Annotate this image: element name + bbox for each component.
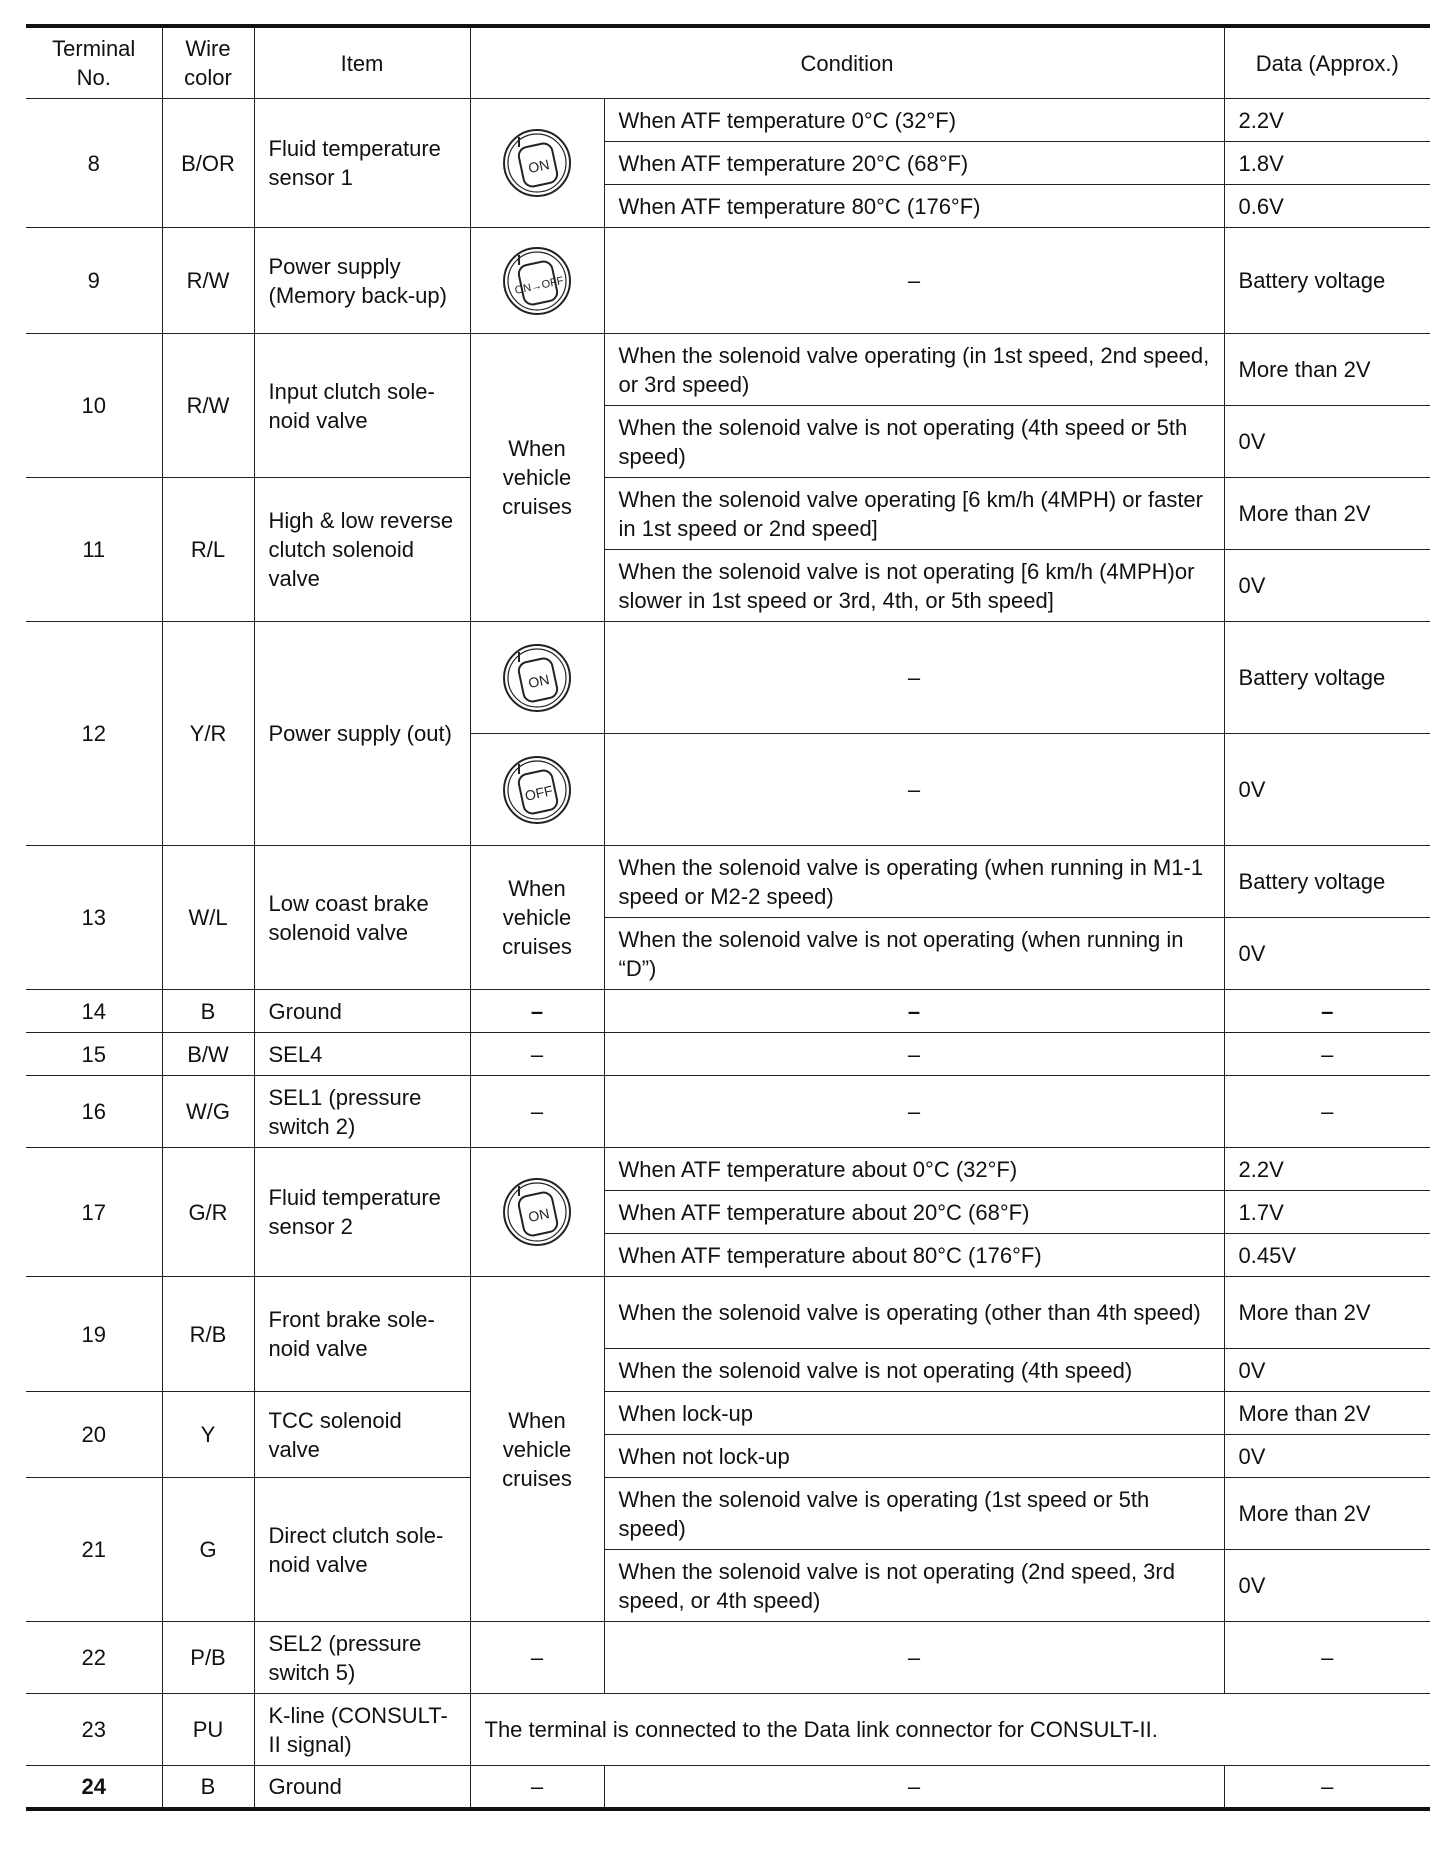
data-value: –	[1224, 1076, 1430, 1148]
terminal-no: 22	[26, 1622, 162, 1694]
item: TCC solenoid valve	[254, 1392, 470, 1478]
data-value: 0.6V	[1224, 185, 1430, 228]
terminal-data-table	[26, 24, 1430, 1811]
condition: When the solenoid valve is operating (other than 4th speed)	[604, 1277, 1224, 1349]
connection-note: The terminal is connected to the Data link connector for CONSULT-II.	[470, 1694, 1430, 1766]
table-row	[26, 1033, 1430, 1076]
condition: When the solenoid valve operating (in 1st speed, 2nd speed, or 3rd speed)	[604, 334, 1224, 406]
condition: When ATF temperature about 0°C (32°F)	[604, 1148, 1224, 1191]
wire-color: B/W	[162, 1033, 254, 1076]
data-value: –	[1224, 1766, 1430, 1809]
condition: When lock-up	[604, 1392, 1224, 1435]
ignition-on-off-icon	[470, 228, 604, 334]
wire-color: G/R	[162, 1148, 254, 1277]
condition: When ATF temperature about 20°C (68°F)	[604, 1191, 1224, 1234]
terminal-no: 21	[26, 1478, 162, 1622]
table-row	[26, 334, 1430, 406]
icon-dash: –	[470, 1033, 604, 1076]
wire-color: B/OR	[162, 99, 254, 228]
data-value: 0V	[1224, 1435, 1430, 1478]
wire-color: R/L	[162, 478, 254, 622]
data-value: Battery voltage	[1224, 622, 1430, 734]
condition: –	[604, 1033, 1224, 1076]
icon-dash: –	[470, 1766, 604, 1809]
terminal-table	[26, 24, 1430, 1811]
key-label: OFF	[523, 781, 555, 804]
terminal-no: 10	[26, 334, 162, 478]
header-wire-color: Wire color	[162, 26, 254, 99]
terminal-no: 12	[26, 622, 162, 846]
table-row	[26, 990, 1430, 1033]
wire-color: B	[162, 1766, 254, 1809]
terminal-no: 15	[26, 1033, 162, 1076]
header-item: Item	[254, 26, 470, 99]
header-condition: Condition	[470, 26, 1224, 99]
data-value: 1.7V	[1224, 1191, 1430, 1234]
data-value: More than 2V	[1224, 1478, 1430, 1550]
condition: –	[604, 622, 1224, 734]
terminal-no: 24	[26, 1766, 162, 1809]
item: Power supply (out)	[254, 622, 470, 846]
terminal-no: 8	[26, 99, 162, 228]
table-row	[26, 1277, 1430, 1349]
item: Fluid temperature sensor 2	[254, 1148, 470, 1277]
data-value: 0V	[1224, 1349, 1430, 1392]
table-row	[26, 1766, 1430, 1809]
data-value: 1.8V	[1224, 142, 1430, 185]
data-value: Battery voltage	[1224, 846, 1430, 918]
ignition-on-icon	[470, 99, 604, 228]
terminal-no: 20	[26, 1392, 162, 1478]
item: SEL2 (pressure switch 5)	[254, 1622, 470, 1694]
terminal-no: 23	[26, 1694, 162, 1766]
table-row	[26, 228, 1430, 334]
cruise-condition: When vehicle cruises	[470, 334, 604, 622]
condition: When ATF temperature 20°C (68°F)	[604, 142, 1224, 185]
wire-color: G	[162, 1478, 254, 1622]
ignition-key-icon	[497, 638, 577, 718]
condition: –	[604, 1622, 1224, 1694]
data-value: More than 2V	[1224, 478, 1430, 550]
icon-dash: –	[470, 1076, 604, 1148]
condition: When ATF temperature 80°C (176°F)	[604, 185, 1224, 228]
key-label: ON→OFF	[513, 274, 565, 297]
condition: –	[604, 1076, 1224, 1148]
condition: –	[604, 228, 1224, 334]
icon-dash: –	[470, 990, 604, 1033]
condition: When ATF temperature about 80°C (176°F)	[604, 1234, 1224, 1277]
table-row	[26, 1076, 1430, 1148]
table-row	[26, 622, 1430, 734]
table-row	[26, 1148, 1430, 1191]
item: SEL4	[254, 1033, 470, 1076]
item: Low coast brake solenoid valve	[254, 846, 470, 990]
wire-color: W/L	[162, 846, 254, 990]
condition: When the solenoid valve is not operating (4th speed)	[604, 1349, 1224, 1392]
wire-color: R/W	[162, 334, 254, 478]
table-row	[26, 1622, 1430, 1694]
table-row	[26, 1478, 1430, 1550]
table-row	[26, 478, 1430, 550]
data-value: 0.45V	[1224, 1234, 1430, 1277]
item: Ground	[254, 990, 470, 1033]
condition: When not lock-up	[604, 1435, 1224, 1478]
item: SEL1 (pressure switch 2)	[254, 1076, 470, 1148]
ignition-key-icon	[497, 123, 577, 203]
data-value: 0V	[1224, 918, 1430, 990]
table-row	[26, 846, 1430, 918]
item: Fluid temperature sensor 1	[254, 99, 470, 228]
wire-color: R/W	[162, 228, 254, 334]
item: Input clutch sole-noid valve	[254, 334, 470, 478]
condition: When ATF temperature 0°C (32°F)	[604, 99, 1224, 142]
header-terminal: Terminal No.	[26, 26, 162, 99]
data-value: –	[1224, 1033, 1430, 1076]
wire-color: B	[162, 990, 254, 1033]
wire-color: R/B	[162, 1277, 254, 1392]
condition: When the solenoid valve is not operating (when running in “D”)	[604, 918, 1224, 990]
condition: When the solenoid valve is operating (when running in M1-1 speed or M2-2 speed)	[604, 846, 1224, 918]
item: K-line (CONSULT-II signal)	[254, 1694, 470, 1766]
terminal-no: 16	[26, 1076, 162, 1148]
condition: –	[604, 1766, 1224, 1809]
cruise-condition: When vehicle cruises	[470, 1277, 604, 1622]
item: High & low reverse clutch solenoid valve	[254, 478, 470, 622]
ignition-on-icon	[470, 1148, 604, 1277]
header-data: Data (Approx.)	[1224, 26, 1430, 99]
ignition-off-icon	[470, 734, 604, 846]
key-label: ON	[526, 156, 551, 177]
item: Front brake sole-noid valve	[254, 1277, 470, 1392]
table-row	[26, 1392, 1430, 1435]
terminal-no: 13	[26, 846, 162, 990]
key-label: ON	[526, 670, 551, 691]
data-value: 0V	[1224, 406, 1430, 478]
data-value: –	[1224, 990, 1430, 1033]
data-value: 0V	[1224, 734, 1430, 846]
terminal-no: 17	[26, 1148, 162, 1277]
condition: When the solenoid valve is operating (1st speed or 5th speed)	[604, 1478, 1224, 1550]
data-value: 2.2V	[1224, 99, 1430, 142]
ignition-on-icon	[470, 622, 604, 734]
wire-color: W/G	[162, 1076, 254, 1148]
wire-color: Y	[162, 1392, 254, 1478]
terminal-no: 14	[26, 990, 162, 1033]
condition: When the solenoid valve is not operating [6 km/h (4MPH)or slower in 1st speed or 3rd, 4th, or 5th speed]	[604, 550, 1224, 622]
icon-dash: –	[470, 1622, 604, 1694]
data-value: More than 2V	[1224, 1277, 1430, 1349]
data-value: More than 2V	[1224, 334, 1430, 406]
data-value: More than 2V	[1224, 1392, 1430, 1435]
terminal-no: 9	[26, 228, 162, 334]
condition: –	[604, 734, 1224, 846]
data-value: 2.2V	[1224, 1148, 1430, 1191]
condition: When the solenoid valve is not operating (2nd speed, 3rd speed, or 4th speed)	[604, 1550, 1224, 1622]
data-value: 0V	[1224, 1550, 1430, 1622]
condition: When the solenoid valve operating [6 km/h (4MPH) or faster in 1st speed or 2nd speed]	[604, 478, 1224, 550]
data-value: Battery voltage	[1224, 228, 1430, 334]
item: Power supply (Memory back-up)	[254, 228, 470, 334]
data-value: –	[1224, 1622, 1430, 1694]
cruise-condition: When vehicle cruises	[470, 846, 604, 990]
wire-color: P/B	[162, 1622, 254, 1694]
table-row	[26, 1694, 1430, 1766]
ignition-key-icon	[497, 750, 577, 830]
terminal-no: 19	[26, 1277, 162, 1392]
condition: –	[604, 990, 1224, 1033]
data-value: 0V	[1224, 550, 1430, 622]
key-label: ON	[526, 1205, 551, 1226]
wire-color: Y/R	[162, 622, 254, 846]
condition: When the solenoid valve is not operating (4th speed or 5th speed)	[604, 406, 1224, 478]
wire-color: PU	[162, 1694, 254, 1766]
item: Direct clutch sole-noid valve	[254, 1478, 470, 1622]
ignition-key-icon	[497, 241, 577, 321]
header-row	[26, 26, 1430, 99]
terminal-no: 11	[26, 478, 162, 622]
ignition-key-icon	[497, 1172, 577, 1252]
item: Ground	[254, 1766, 470, 1809]
table-row	[26, 99, 1430, 142]
